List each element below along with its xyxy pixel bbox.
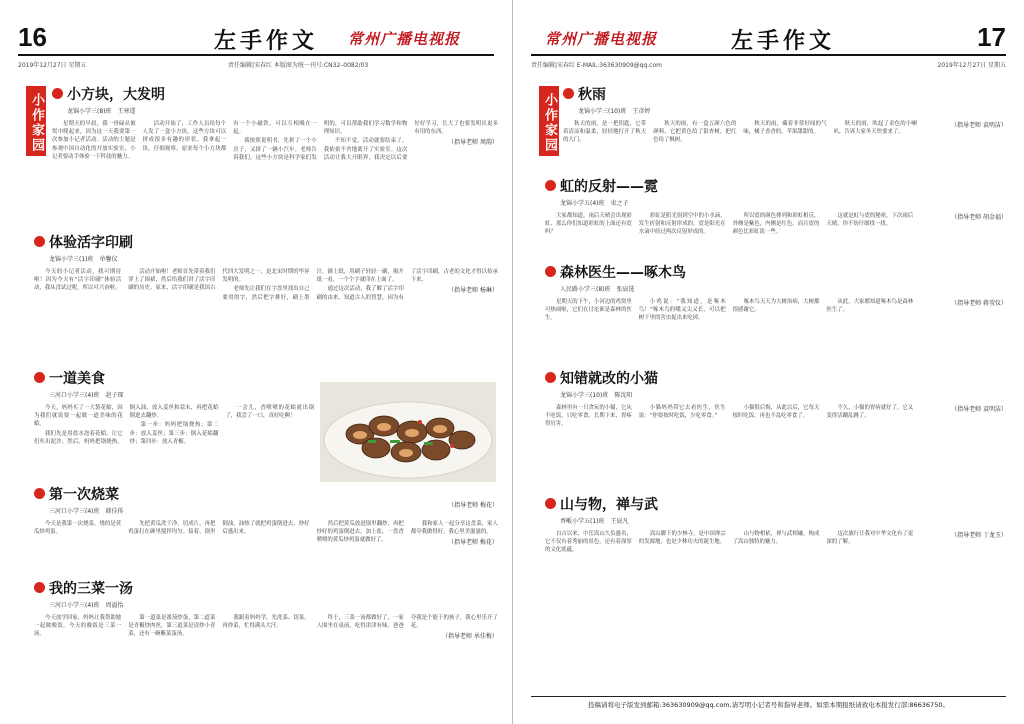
masthead-right	[531, 22, 1006, 52]
paragraph: 秋天的雨，吹起了金色的小喇叭，告诉大家冬天快要来了。	[833, 121, 917, 136]
paragraph: 今天的小记者活动，我可期待啦！因为今天有“活字印刷”体验活动，我从没试过呢，所以可兴奋啦。	[34, 269, 122, 292]
paragraph: 先把黄瓜洗干净，切成片，再把鸡蛋打在碗里搅拌均匀。接着，锅里倒油，油热了就把鸡蛋倒进去，炒好后盛出来。	[128, 521, 310, 536]
column-label-vertical: 小作家园地	[26, 86, 46, 156]
paragraph: 今天是我第一次烧菜，烧的是黄瓜炒鸡蛋。	[34, 521, 122, 536]
paragraph: 小猫妈妈带它去看医生，医生说：“你要按时吃饭，少吃零食。”	[638, 405, 726, 420]
school-name: 香畈小学五(1)班	[560, 518, 605, 525]
article-body	[34, 268, 498, 372]
tutor-credit: （指导老师 蒋莹仪）	[951, 300, 1007, 307]
paragraph: 不久，小猫的胃病就好了，它又变得活蹦乱跳了。	[826, 405, 914, 420]
page-number: 17	[977, 22, 1006, 52]
dateline	[18, 58, 494, 70]
school-name: 龙锦小学三(8)班	[67, 108, 112, 115]
paragraph: 不知不觉，活动就要结束了。我依依不舍地离开了实验室。这次活动让我大开眼界，我决定以后要好好学习，长大了也要发明出更多有用的东西。	[323, 121, 498, 161]
paragraph: 小猫很后悔，从此以后，它每天按时吃饭，再也不乱吃零食了。	[732, 405, 820, 420]
paragraph: 我和家人一起分享这盘菜，家人都夸我做得好，我心里美滋滋的。	[410, 521, 498, 536]
paragraph: 老师先让我们在字盘里找出自己要用的字，然后把字排好，刷上墨汁，铺上纸，用刷子轻轻一刷，揭开纸一看，一个个字就印在上面了。	[222, 269, 404, 301]
article-title: 一道美食	[49, 371, 105, 387]
article	[34, 232, 498, 372]
paragraph: 小鸡说：“我知道，是啄木鸟！”啄木鸟的嘴又尖又长，可以把树干里的害虫捉出来吃掉。	[638, 299, 726, 322]
author-name: 陈沈阳	[614, 392, 633, 399]
paragraph: 森林里有一只贪玩的小猫，它从不吃饭，只吃零食，长期下来，胃疼得厉害。	[545, 405, 632, 428]
author-name: 周溢怡	[105, 602, 124, 609]
tutor-credit: （指导老师 杨琳）	[448, 287, 498, 295]
column-label-vertical: 小作家园地	[539, 86, 559, 156]
author-name: 王彦婷	[632, 108, 651, 115]
school-name: 三河口小学三(4)班	[49, 602, 100, 609]
article	[545, 368, 1007, 484]
paragraph: 这次旅行让我对中华文化有了更深的了解。	[826, 531, 914, 546]
paragraph: 嵩山脚下的少林寺，是中国禅宗的发源地，也是少林功夫的诞生地。	[638, 531, 726, 546]
clam-dish-illustration	[320, 382, 496, 482]
bullet-dot	[545, 266, 556, 277]
paragraph: 星期天的下午，小河边的鸡窝里可热闹啦，它们在讨论谁是森林的医生。	[545, 299, 632, 322]
masthead-rule	[531, 54, 1006, 56]
bullet-dot	[34, 372, 45, 383]
article	[545, 262, 1007, 364]
article-body	[545, 212, 1007, 260]
editor-info: 责任编辑|宋春红 本版图为统一刊号:CN32–0082/03	[228, 62, 369, 69]
paragraph: 星期天的早晨，我一骨碌从被窝中爬起来，因为这一天我要第一次参加小记者活动。活动的主题是参观中国自动化的开放实验室，小记者要动手体验一下科技的魅力。	[52, 121, 136, 160]
paragraph: 彩虹是阳光射到空中的小水滴，发生折射和反射形成的。霓是阳光在水滴中经过两次反射形成的。	[638, 213, 726, 236]
bullet-dot	[563, 88, 574, 99]
article-title: 第一次烧菜	[49, 487, 119, 503]
editor-info: 责任编辑|宋春红 E-MAIL:363630909@qq.com	[531, 62, 662, 69]
article-title: 森林医生——啄木鸟	[560, 265, 686, 281]
paragraph: 自古以来，中岳嵩山久负盛名，它不仅有着秀丽的景色，还有着深厚的文化底蕴。	[545, 531, 632, 554]
article-title: 虹的反射——霓	[560, 179, 658, 195]
paragraph: 今天，妈妈买了一大袋花蛤，因为我们就说要一起做一道美味的花蛤。	[34, 405, 123, 428]
submission-footer: 投稿请将电子版发到邮箱:363630909@qq.com,请写明小记者号和指导老师。如需本期报纸请致电本报发行部:86636750。	[531, 696, 1006, 710]
article-title: 秋雨	[578, 87, 606, 103]
article	[545, 176, 1007, 260]
paragraph: 我跟着妈妈学，先洗菜、切菜，再炒菜，忙得满头大汗。	[222, 615, 310, 630]
article	[563, 84, 1007, 182]
article-body	[545, 404, 1007, 484]
paragraph: 我们先是用盐水泡着花蛤，让它们吐出泥沙。然后，妈妈把锅烧热，倒入油，放入姜丝和蒜末，再把花蛤倒进去翻炒。	[34, 405, 219, 445]
paragraph: 活动开始了，工作人员给每个人发了一盒小方块，这些方块可以拼成很多有趣的形状。我拿起一块，仔细观察，原来每个小方块都有一个小磁铁，可以互相吸在一起。	[142, 121, 317, 152]
bullet-dot	[34, 236, 45, 247]
bullet-dot	[545, 180, 556, 191]
clam-dish-photo	[320, 382, 496, 482]
article	[545, 494, 1007, 680]
article-body	[545, 298, 1007, 364]
bullet-dot	[545, 498, 556, 509]
school-name: 三河口小学三(4)班	[49, 392, 100, 399]
tutor-credit: （指导老师 承佳梅）	[442, 633, 498, 641]
article-title: 我的三菜一汤	[49, 581, 133, 597]
paragraph: 今天放学回家，妈妈让我帮助她一起做晚饭。今天的晚饭是三菜一汤。	[34, 615, 122, 638]
tutor-credit: （指导老师 袁明洁）	[951, 122, 1007, 129]
tutor-credit: （指导老师 周韵）	[448, 139, 498, 147]
paragraph: 从此，大家都知道啄木鸟是森林医生了。	[826, 299, 914, 314]
article-body	[34, 614, 498, 710]
newspaper-brand: 常州广播电视报	[545, 30, 658, 48]
school-name: 人民路小学三(8)班	[560, 286, 611, 293]
article-body	[52, 120, 498, 232]
section-title: 左手作文	[731, 28, 836, 54]
paragraph: 我按照说明书，先拼了一个小房子，又拼了一辆小汽车。老师告诉我们，这些小方块是科学家们发明的，可以帮助我们学习数学和物理知识。	[233, 121, 408, 161]
masthead-left	[18, 22, 494, 52]
tutor-credit: （指导老师 丁龙玉）	[951, 532, 1007, 539]
author-name: 王寒遥	[117, 108, 136, 115]
article-body	[545, 530, 1007, 680]
author-name: 束之子	[610, 200, 629, 207]
author-name: 单馨仪	[99, 256, 118, 263]
article-body	[34, 520, 498, 578]
article-body	[34, 404, 314, 486]
author-name: 张宸选	[616, 286, 635, 293]
paragraph: 秋天的雨，有一盒五颜六色的颜料，它把黄色给了银杏树，把红色给了枫树。	[653, 121, 737, 144]
bullet-dot	[34, 582, 45, 593]
author-name: 王宸凡	[610, 518, 629, 525]
right-page	[512, 0, 1024, 724]
paragraph: 大家都知道，雨后天晴会出现彩虹，那么你们知道彩虹的上面还有霓吗？	[545, 213, 632, 236]
paragraph: 山与物相依，禅与武相融，构成了嵩山独特的魅力。	[732, 531, 820, 546]
author-name: 韩佳传	[105, 508, 124, 515]
paragraph: 一会儿，香喷喷的花蛤就出锅了，我尝了一口，真好吃啊！	[225, 405, 314, 420]
school-name: 龙锦小学三(1)班	[49, 256, 94, 263]
paragraph: 通过这次活动，我了解了活字印刷的由来，知道古人的智慧，因为有了活字印刷，古老的文化才得以传承下来。	[316, 269, 498, 301]
page-number: 16	[18, 22, 47, 52]
article	[34, 484, 498, 578]
tutor-credit: （指导老师 梅花）	[448, 539, 498, 547]
bullet-dot	[52, 88, 63, 99]
article-title: 知错就改的小猫	[560, 371, 658, 387]
school-name: 三河口小学三(4)班	[49, 508, 100, 515]
article	[34, 578, 498, 710]
article-body	[563, 120, 1007, 182]
article	[52, 84, 498, 232]
school-name: 龙锦小学五(4)班	[560, 200, 605, 207]
paragraph: 活动开始啦！老师首先带着我们穿上了围裙，然后给我们讲了活字印刷的历史。原来，活字印刷是我国古代四大发明之一，是北宋时期的毕昇发明的。	[128, 269, 310, 292]
paragraph: 所以霓的颜色排列和彩虹相反，外侧是紫色，内侧是红色，而且霓的颜色比彩虹淡一些。	[732, 213, 820, 236]
paragraph: 秋天的雨，藏着非常好闻的气味，橘子香香的，苹果甜甜的。	[743, 121, 827, 136]
issue-date: 2019年12月27日 星期五	[937, 62, 1006, 69]
section-title: 左手作文	[214, 28, 319, 54]
school-name: 龙锦小学三(10)班	[560, 392, 609, 399]
masthead-rule	[18, 54, 494, 56]
article-title: 体验活字印刷	[49, 235, 133, 251]
dateline	[531, 58, 1006, 70]
paragraph: 然后把黄瓜放进锅里翻炒，再把炒好的鸡蛋倒进去，加上盐，一盘香喷喷的黄瓜炒鸡蛋就做好了。	[316, 521, 404, 544]
tutor-credit: （指导老师 梅花）	[448, 502, 498, 509]
author-name: 赵子琛	[105, 392, 124, 399]
paragraph: 第一道菜是番茄炒蛋，第二道菜是青椒炒肉丝，第三道菜是清炒小青菜，还有一碗紫菜蛋汤。	[128, 615, 216, 638]
bullet-dot	[545, 372, 556, 383]
paragraph: 啄木鸟天天为大树治病，大树都很感谢它。	[732, 299, 820, 314]
tutor-credit: （指导老师 袁明洁）	[951, 406, 1007, 413]
school-name: 龙锦小学三(10)班	[578, 108, 627, 115]
bullet-dot	[34, 488, 45, 499]
paragraph: 第一步：妈妈把锅烧热；第二步：放入姜丝；第三步：倒入花蛤翻炒；第四步：放入青椒。	[129, 422, 219, 445]
paragraph: 终于，三菜一汤都做好了，一家人围坐在桌前，吃得津津有味。爸爸夸我是个能干的孩子，我心里乐开了花。	[316, 615, 498, 630]
paragraph: 这就是虹与霓的秘密，下次雨后天晴，你不妨仔细找一找。	[826, 213, 914, 228]
article-title: 小方块，大发明	[67, 87, 165, 103]
tutor-credit: （指导老师 胡金福）	[951, 214, 1007, 221]
paragraph: 秋天的雨，是一把钥匙，它带着清凉和温柔，轻轻地打开了秋天的大门。	[563, 121, 647, 144]
article-title: 山与物，禅与武	[560, 497, 658, 513]
newspaper-brand: 常州广播电视报	[348, 30, 461, 48]
issue-date: 2019年12月27日 星期五	[18, 62, 87, 69]
